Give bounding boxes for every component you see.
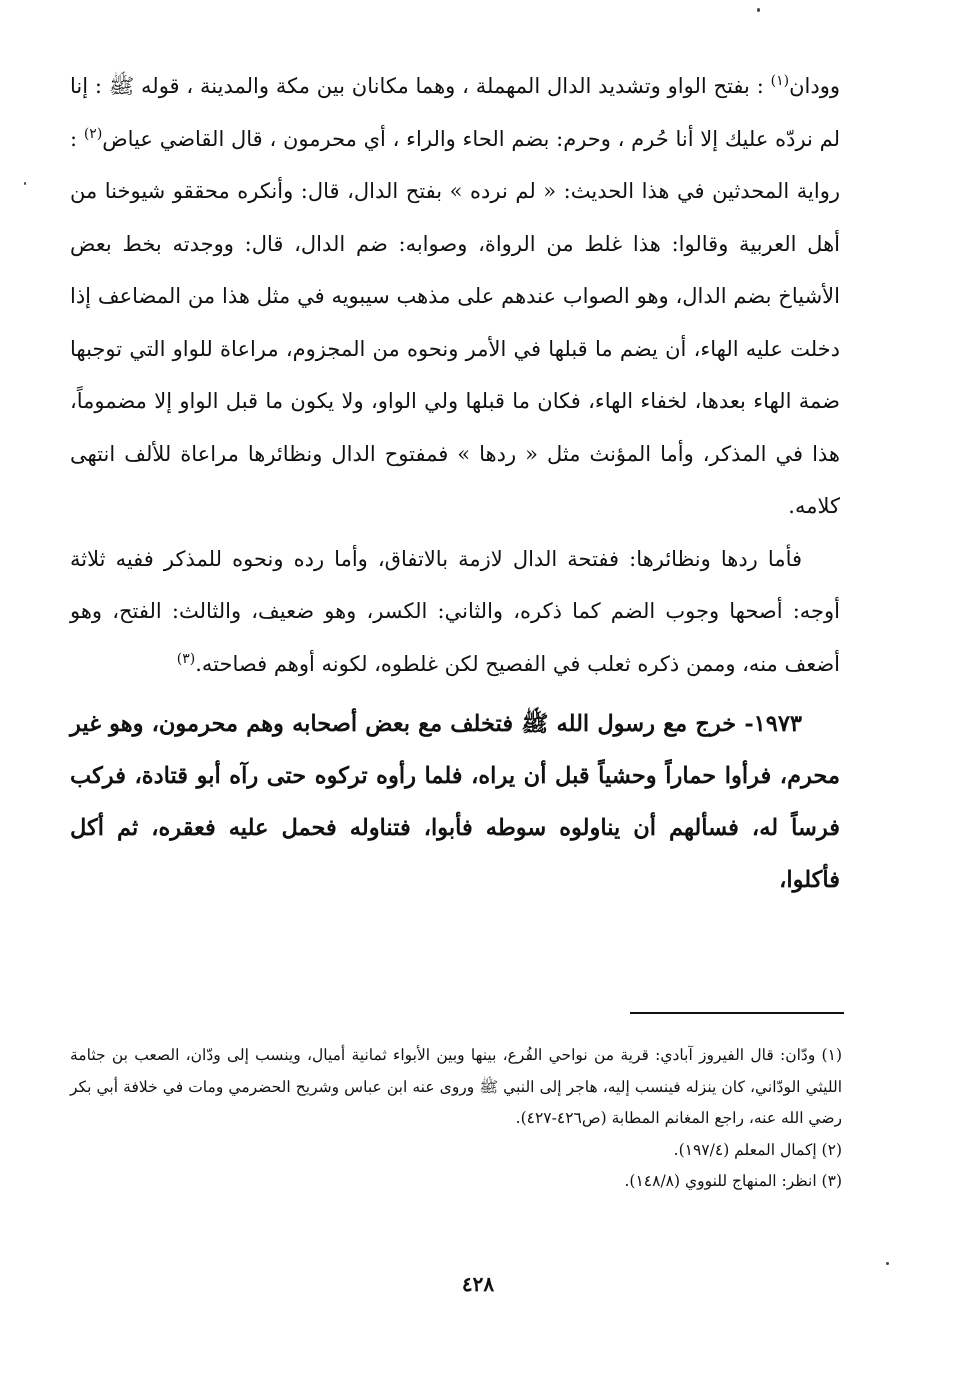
commentary-text-1a: : بفتح الواو وتشديد الدال المهملة ، وهما مكانان بين مكة والمدينة ، قوله ﷺ : إنا لم نردّه عليك إلا أنا حُرم ، وحرم: بضم الحاء والراء ، أي محرمون ، قال القاضي عياض <box>70 74 840 151</box>
scan-speck <box>886 1262 889 1265</box>
scan-speck <box>757 8 760 12</box>
footnote-ref-1[interactable]: (١) <box>770 73 790 89</box>
footnote-ref-3[interactable]: (٣) <box>176 650 196 667</box>
scan-speck <box>24 182 26 185</box>
footnote-1: (١) ودّان: قال الفيروز آبادي: قرية من نواحي الفُرع، بينها وبين الأبواء ثمانية أميال، وينسب إلى ودّان، الصعب بن جثامة الليثي الودّاني، كان ينزله فينسب إليه، هاجر إلى النبي ﷺ وروى عنه ابن عباس وشريح الحضرمي ومات في خلافة أبي بكر رضي الله عنه، راجع المغانم المطابة (ص٤٢٦-٤٢٧). <box>70 1046 843 1127</box>
page-number: ٤٢٨ <box>461 1272 495 1296</box>
commentary-text-1b: : رواية المحدثين في هذا الحديث: « لم نرده » بفتح الدال، قال: وأنكره محققو شيوخنا من أهل العربية وقالوا: هذا غلط من الرواة، وصوابه: ضم الدال، قال: ووجدته بخط بعض الأشياخ بضم الدال، وهو الصواب عندهم على مذهب سيبويه في مثل هذا من المضاعف إذا دخلت عليه الهاء، أن يضم ما قبلها في الأمر ونحوه من المجزوم، مراعاة للواو التي توجبها ضمة الهاء بعدها، لخفاء الهاء، فكان ما قبلها ولي الواو، ولا يكون ما قبل الواو إلا مضموماً، هذا في المذكر، وأما المؤنث مثل « ردها » فمفتوح الدال ونظائرها مراعاة للألف انتهى كلامه. <box>70 126 840 518</box>
hadith-paragraph: ١٩٧٣- خرج مع رسول الله ﷺ فتخلف مع بعض أصحابه وهم محرمون، وهو غير محرم، فرأوا حماراً وحشياً قبل أن يراه، فلما رأوه تركوه حتى رآه أبو قتادة، فركب فرساً له، فسألهم أن يناولوه سوطه فأبوا، فتناوله فحمل عليه فعقره، ثم أكل فأكلوا، <box>70 711 840 893</box>
footnote-divider <box>630 1012 844 1014</box>
commentary-text-2: فأما ردها ونظائرها: ففتحة الدال لازمة بالاتفاق، وأما رده ونحوه للمذكر ففيه ثلاثة أوجه: أصحها وجوب الضم كما ذكره، والثاني: الكسر، وهو ضعيف، والثالث: الفتح، وهو أضعف منه، وممن ذكره ثعلب في الفصيح لكن غلطوه، لكونه أوهم فصاحته. <box>70 546 840 676</box>
commentary-paragraph-1 <box>70 60 840 533</box>
headword: وودان <box>789 74 840 98</box>
footnote-2: (٢) إكمال المعلم (١٩٧/٤). <box>673 1140 842 1159</box>
footnote-3: (٣) انظر: المنهاج للنووي (١٤٨/٨). <box>624 1172 842 1190</box>
main-text <box>70 60 840 906</box>
commentary-paragraph-2 <box>70 533 840 691</box>
footnotes <box>70 1040 842 1198</box>
footnote-ref-2[interactable]: (٢) <box>83 125 103 142</box>
